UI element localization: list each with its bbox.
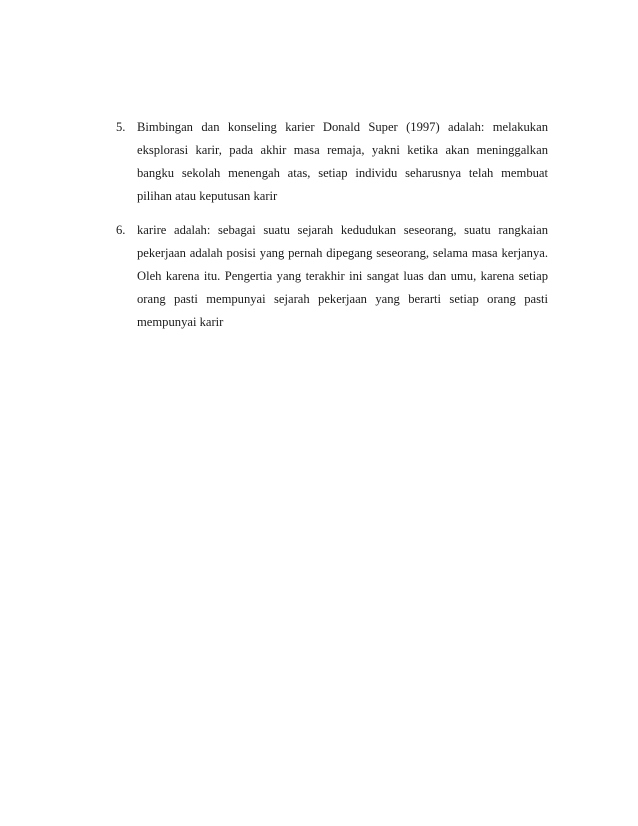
list-item-text: karire adalah: sebagai suatu sejarah kedudukan seseorang, suatu rangkaian pekerjaan adalah posisi yang pernah dipegang seseorang, selama masa kerjanya. Oleh karena itu. Pengertia yang terakhir ini sangat luas dan umu, karena setiap orang pasti mempunyai sejarah pekerjaan yang berarti setiap orang pasti mempunyai karir — [137, 223, 548, 329]
list-item — [116, 219, 548, 334]
list-item-text: Bimbingan dan konseling karier Donald Super (1997) adalah: melakukan eksplorasi karir, pada akhir masa remaja, yakni ketika akan meninggalkan bangku sekolah menengah atas, setiap individu seharusnya telah membuat pilihan atau keputusan karir — [137, 120, 548, 203]
list-item-number: 6. — [116, 223, 126, 237]
list-item-number: 5. — [116, 120, 126, 134]
list-item — [116, 116, 548, 208]
document-body — [116, 116, 548, 345]
